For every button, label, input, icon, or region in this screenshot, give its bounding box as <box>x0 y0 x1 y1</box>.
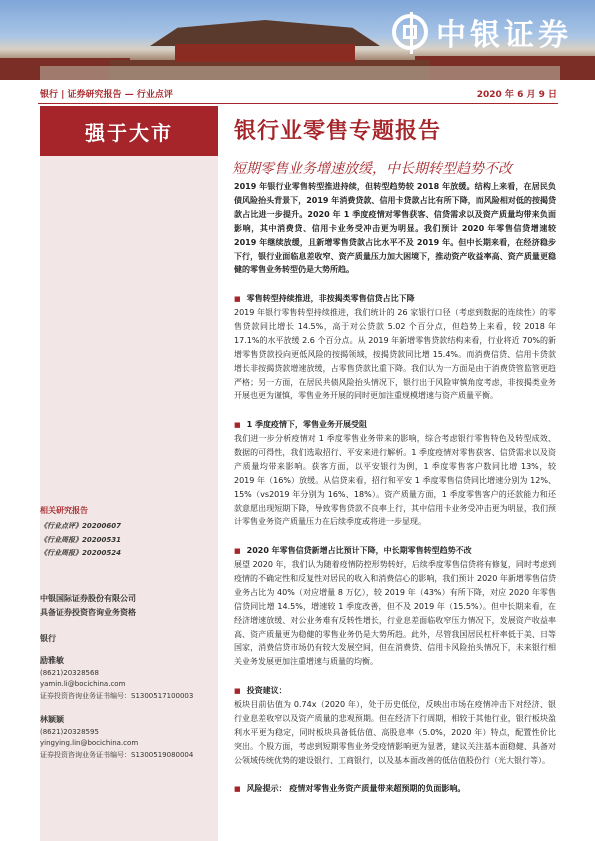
analyst-email[interactable]: yingying.lin@bocichina.com <box>40 739 139 747</box>
section-heading: ■ 零售转型持续推进，非按揭类零售信贷占比下降 <box>234 292 556 306</box>
section-heading: ■ 1 季度疫情下，零售业务开展受阻 <box>234 418 556 432</box>
logo-text: 中银证券 <box>436 18 572 53</box>
analyst-cert: 证券投资咨询业务证书编号：S1300519080004 <box>40 750 194 759</box>
report-subtitle: 短期零售业务增速放缓，中长期转型趋势不改 <box>232 161 512 177</box>
section-paragraph: 板块目前估值为 0.74x（2020 年），处于历史低位，反映出市场在疫情冲击下对经济、银行业息差收窄以及资产质量的悲观预期。但在经济下行周期，相较于其他行业，银行板块盈利水平更为稳定，同时板块具备低估值、高股息率（5.0%，2020 年）特点，配置性价比突出。个股方面，考虑到短期零售业务受疫情影响更为显著，建议关注基本面稳健、具备对公领域传统优势的建设银行、工商银行，以及基本面改善的低估值股份行（光大银行等）。 <box>234 700 556 765</box>
company-name: 中银国际证券股份有限公司 <box>40 594 136 603</box>
company-info <box>40 592 136 620</box>
brand-logo <box>392 10 572 54</box>
related-list <box>40 520 121 561</box>
section-heading: ■ 投资建议： <box>234 684 556 698</box>
risk-text: 疫情对零售业务资产质量带来超预期的负面影响。 <box>289 784 466 793</box>
related-item[interactable]: 《行业周报》20200524 <box>40 549 121 557</box>
analyst-phone: (8621)20328568 <box>40 668 99 677</box>
breadcrumb: 银行 | 证券研究报告 — 行业点评 <box>40 90 173 100</box>
header-banner <box>0 0 595 80</box>
analyst-name: 林颖颖 <box>40 715 64 724</box>
boc-logo-icon <box>392 14 428 50</box>
rating-badge: 强于大市 <box>40 106 218 156</box>
analyst-phone: (8621)20328595 <box>40 727 99 736</box>
company-qualification: 具备证券投资咨询业务资格 <box>40 608 136 617</box>
report-body <box>234 180 556 796</box>
banner-roof <box>150 20 380 46</box>
report-date: 2020 年 6 月 9 日 <box>476 90 557 100</box>
section-paragraph: 2019 年银行零售转型持续推进，我们统计的 26 家银行口径（考虑到数据的连续性）的零售贷款同比增长 14.5%，高于对公贷款 5.02 个百分点，但趋势上来看，较 2018 年 17.1%的水平放缓 2.6 个百分点。从 2019 年新增零售贷款结构来看，行业将近 70%的新增零售贷款投向更低风险的按揭领域，按揭贷款同比增 15.4%。而消费信贷、信用卡贷款增长非按揭贷款增速放缓，占零售贷款比重下降。我们认为一方面是由于消费贷管监管更趋严格；另一方面，在居民共债风险抬头情况下，银行出于风险审慎角度考虑，非按揭类业务开展也更为谨慎，零售业务开展的同时更加注重规模增速与资产质量平衡。 <box>234 308 556 401</box>
banner-square <box>40 66 560 80</box>
department: 银行 <box>40 634 56 643</box>
risk-heading <box>234 782 556 796</box>
analyst-email[interactable]: yamin.li@bocichina.com <box>40 680 126 688</box>
analyst-name: 励雅敏 <box>40 656 64 665</box>
related-item[interactable]: 《行业周报》20200531 <box>40 535 121 544</box>
summary-paragraph: 2019 年银行业零售转型推进持续，但转型趋势较 2018 年放缓。结构上来看，在居民负债风险抬头背景下，2019 年消费贷款、信用卡贷款占比有所下降，而风险相对低的按揭贷款占比进一步提升。2020 年 1 季度疫情对零售获客、信贷需求以及资产质量均带来负面影响，其中消费贷、信用卡业务受冲击更为明显。我们预计 2020 年零售信贷增速较 2019 年继续放缓，且新增零售贷款占比水平不及 2019 年。但中长期来看，在经济稳步下行，银行业面临息差收窄、资产质量压力加大困境下，推动资产收益率高、资产质量更稳健的零售业务转型仍是大势所趋。 <box>234 182 556 275</box>
related-heading: 相关研究报告 <box>40 506 88 515</box>
section-heading: ■ 2020 年零售信贷新增占比预计下降，中长期零售转型趋势不改 <box>234 544 556 558</box>
analyst-card <box>40 714 193 761</box>
analyst-cert: 证券投资咨询业务证书编号：S1300517100003 <box>40 691 194 700</box>
header-divider <box>38 103 558 104</box>
report-title: 银行业零售专题报告 <box>234 118 442 144</box>
analyst-card <box>40 655 193 702</box>
banner-roof-eave <box>175 44 355 62</box>
risk-label: 风险提示： <box>246 784 287 793</box>
related-item[interactable]: 《行业点评》20200607 <box>40 522 121 530</box>
section-paragraph: 我们进一步分析疫情对 1 季度零售业务带来的影响，综合考虑银行零售特色及转型成效、数据的可得性，我们选取招行、平安来进行解析。1 季度疫情对零售获客、信贷需求以及资产质量均带来影响。获客方面，以平安银行为例，1 季度零售客户数同比增 13%，较 2019 年（16%）放缓。从信贷来看，招行和平安 1 季度零售信贷同比增速分别为 12%、15%（vs2019 年分别为 16%、18%）。资产质量方面，1 季度零售客户的还款能力和还款意愿出现短期下降，导致零售贷款不良率上行，其中信用卡业务受冲击更为明显，我们预计零售业务资产质量压力在后续季度或将进一步显现。 <box>234 434 556 527</box>
section-paragraph: 展望 2020 年，我们认为随着疫情防控形势转好，后续季度零售信贷将有修复，同时考虑到疫情的不确定性和反复性对居民的收入和消费信心的影响，我们预计 2020 年新增零售信贷业务占比为 40%（对应增量 8 万亿），较 2019 年（43%）有所下降，对应 2020 年零售信贷同比增 14.5%，增速较 1 季度改善，但不及 2019 年（15.5%）。但中长期来看，在经济增速放缓、对公业务难有反转性增长，行业息差面临收窄压力情况下，发展资产收益率高、资产质量更为稳健的零售业务仍是大势所趋。此外，尽管我国居民杠杆率低于美、日等国家，消费信贷市场仍有较大发展空间，但在消费贷、信用卡风险抬头情况下，未来银行相关业务发展更加注重增速与质量的均衡。 <box>234 560 556 667</box>
